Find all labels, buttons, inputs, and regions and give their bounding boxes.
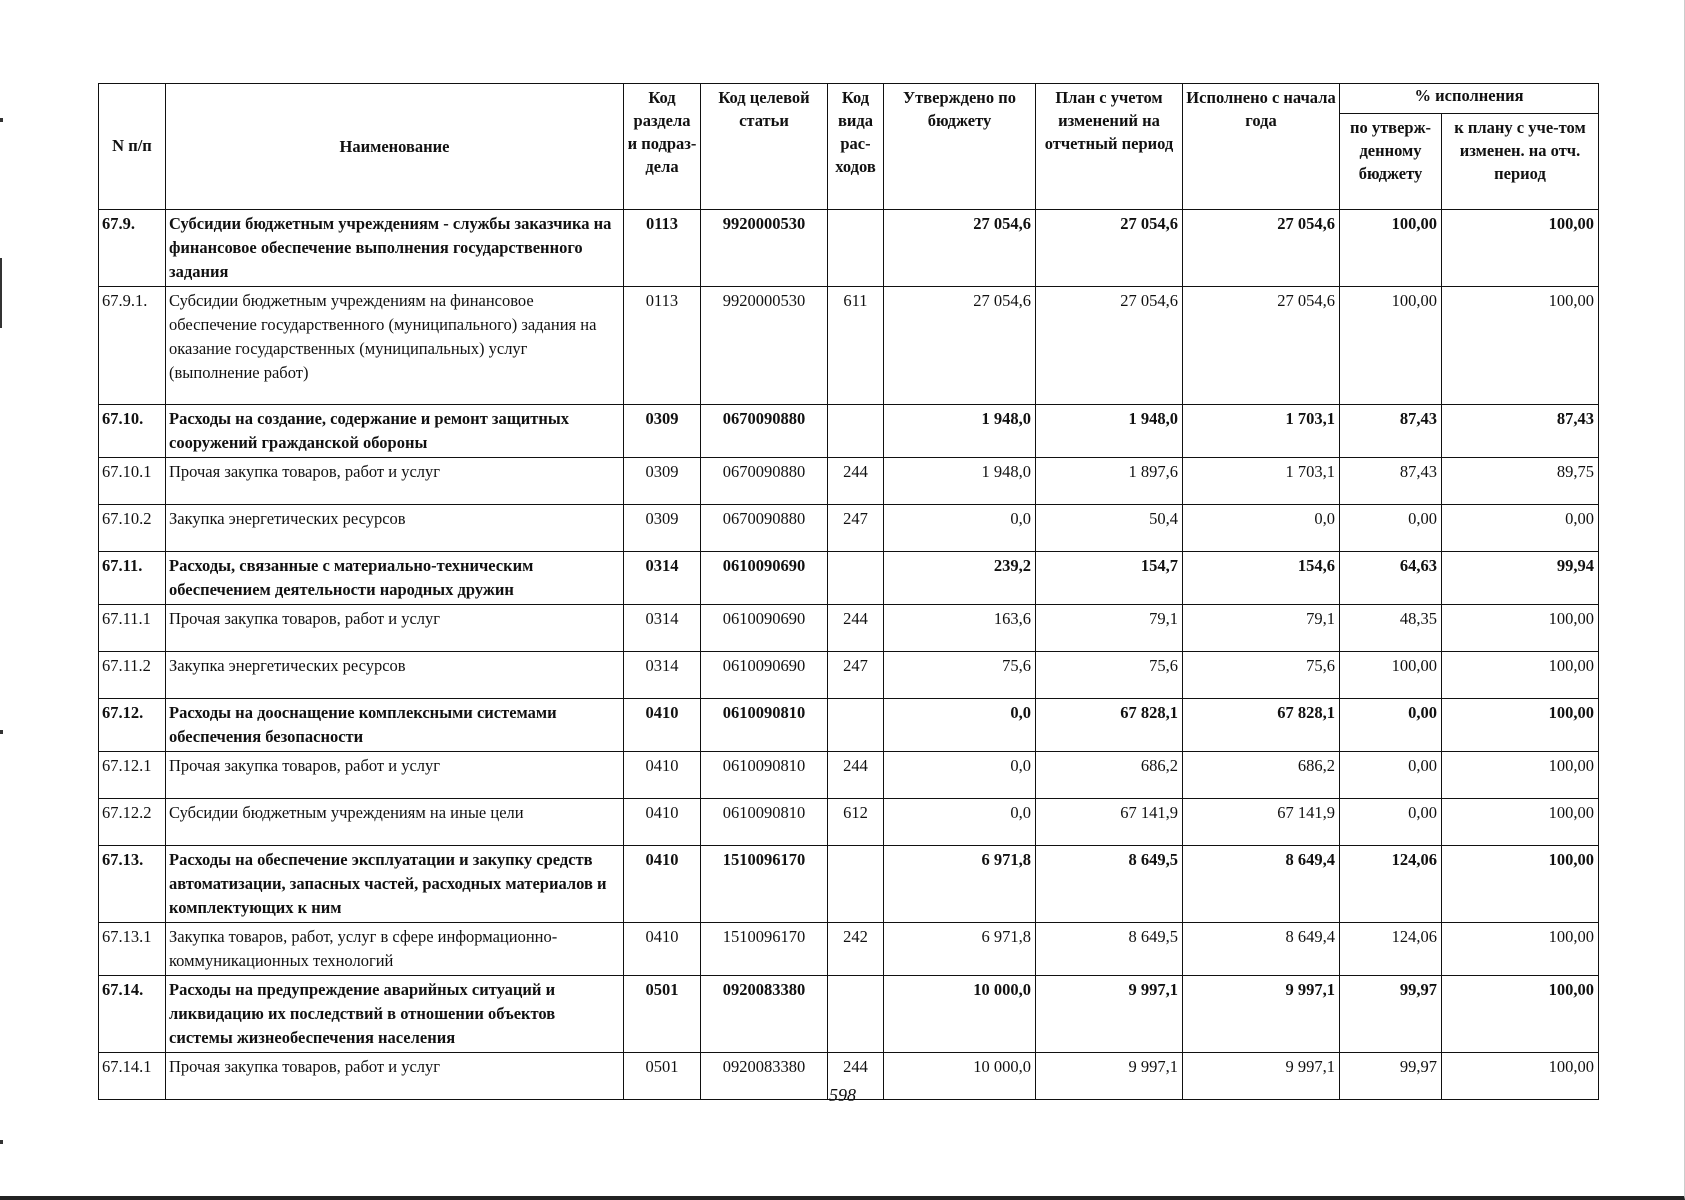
plan-amount-cell: 27 054,6 — [1036, 210, 1183, 287]
header-name: Наименование — [166, 84, 624, 210]
table-body — [99, 210, 1599, 1100]
percent-plan-cell: 100,00 — [1442, 799, 1599, 846]
approved-amount-cell: 0,0 — [884, 505, 1036, 552]
name-cell: Прочая закупка товаров, работ и услуг — [166, 458, 624, 505]
percent-plan-cell: 99,94 — [1442, 552, 1599, 605]
percent-plan-cell: 100,00 — [1442, 976, 1599, 1053]
expense-type-cell: 247 — [828, 652, 884, 699]
table-row — [99, 846, 1599, 923]
target-code-cell: 0610090690 — [701, 605, 828, 652]
scan-edge-mark — [0, 258, 2, 328]
target-code-cell: 9920000530 — [701, 210, 828, 287]
section-code-cell: 0309 — [624, 458, 701, 505]
percent-plan-cell: 0,00 — [1442, 505, 1599, 552]
target-code-cell: 0610090690 — [701, 552, 828, 605]
header-percent-budget: по утверж-денному бюджету — [1340, 114, 1442, 210]
row-number-cell: 67.11. — [99, 552, 166, 605]
header-row-number: N п/п — [99, 84, 166, 210]
expense-type-cell: 611 — [828, 287, 884, 405]
approved-amount-cell: 6 971,8 — [884, 846, 1036, 923]
row-number-cell: 67.12. — [99, 699, 166, 752]
approved-amount-cell: 6 971,8 — [884, 923, 1036, 976]
approved-amount-cell: 10 000,0 — [884, 976, 1036, 1053]
percent-plan-cell: 100,00 — [1442, 923, 1599, 976]
name-cell: Расходы на дооснащение комплексными системами обеспечения безопасности — [166, 699, 624, 752]
executed-amount-cell: 154,6 — [1183, 552, 1340, 605]
expense-type-cell: 244 — [828, 1053, 884, 1100]
target-code-cell: 9920000530 — [701, 287, 828, 405]
approved-amount-cell: 27 054,6 — [884, 287, 1036, 405]
approved-amount-cell: 10 000,0 — [884, 1053, 1036, 1100]
table-row — [99, 210, 1599, 287]
row-number-cell: 67.9. — [99, 210, 166, 287]
percent-budget-cell: 0,00 — [1340, 505, 1442, 552]
table-row — [99, 552, 1599, 605]
executed-amount-cell: 9 997,1 — [1183, 1053, 1340, 1100]
table-row — [99, 405, 1599, 458]
name-cell: Расходы на создание, содержание и ремонт защитных сооружений гражданской обороны — [166, 405, 624, 458]
section-code-cell: 0113 — [624, 287, 701, 405]
expense-type-cell: 247 — [828, 505, 884, 552]
percent-plan-cell: 100,00 — [1442, 699, 1599, 752]
executed-amount-cell: 1 703,1 — [1183, 405, 1340, 458]
target-code-cell: 0920083380 — [701, 1053, 828, 1100]
percent-plan-cell: 100,00 — [1442, 652, 1599, 699]
header-target-code: Код целевой статьи — [701, 84, 828, 210]
target-code-cell: 0670090880 — [701, 505, 828, 552]
header-plan: План с учетом изменений на отчетный период — [1036, 84, 1183, 210]
section-code-cell: 0501 — [624, 976, 701, 1053]
percent-budget-cell: 0,00 — [1340, 752, 1442, 799]
plan-amount-cell: 8 649,5 — [1036, 846, 1183, 923]
percent-budget-cell: 87,43 — [1340, 405, 1442, 458]
name-cell: Расходы на обеспечение эксплуатации и закупку средств автоматизации, запасных частей, расходных материалов и комплектующих к ним — [166, 846, 624, 923]
percent-plan-cell: 100,00 — [1442, 605, 1599, 652]
table-row — [99, 752, 1599, 799]
approved-amount-cell: 1 948,0 — [884, 405, 1036, 458]
plan-amount-cell: 79,1 — [1036, 605, 1183, 652]
executed-amount-cell: 67 141,9 — [1183, 799, 1340, 846]
percent-plan-cell: 100,00 — [1442, 846, 1599, 923]
section-code-cell: 0309 — [624, 405, 701, 458]
page-number: 598 — [829, 1085, 856, 1105]
percent-budget-cell: 100,00 — [1340, 210, 1442, 287]
scan-edge-mark — [0, 1140, 3, 1144]
approved-amount-cell: 0,0 — [884, 699, 1036, 752]
target-code-cell: 0610090810 — [701, 752, 828, 799]
plan-amount-cell: 67 828,1 — [1036, 699, 1183, 752]
budget-execution-table — [98, 83, 1599, 1100]
header-section-code: Код раздела и подраз-дела — [624, 84, 701, 210]
section-code-cell: 0410 — [624, 846, 701, 923]
target-code-cell: 0670090880 — [701, 458, 828, 505]
percent-budget-cell: 99,97 — [1340, 1053, 1442, 1100]
executed-amount-cell: 0,0 — [1183, 505, 1340, 552]
percent-budget-cell: 0,00 — [1340, 699, 1442, 752]
row-number-cell: 67.10. — [99, 405, 166, 458]
executed-amount-cell: 67 828,1 — [1183, 699, 1340, 752]
section-code-cell: 0314 — [624, 652, 701, 699]
expense-type-cell — [828, 846, 884, 923]
section-code-cell: 0410 — [624, 799, 701, 846]
percent-budget-cell: 124,06 — [1340, 846, 1442, 923]
name-cell: Прочая закупка товаров, работ и услуг — [166, 1053, 624, 1100]
table-row — [99, 799, 1599, 846]
executed-amount-cell: 1 703,1 — [1183, 458, 1340, 505]
plan-amount-cell: 50,4 — [1036, 505, 1183, 552]
percent-budget-cell: 124,06 — [1340, 923, 1442, 976]
section-code-cell: 0410 — [624, 699, 701, 752]
name-cell: Прочая закупка товаров, работ и услуг — [166, 605, 624, 652]
row-number-cell: 67.12.1 — [99, 752, 166, 799]
row-number-cell: 67.14.1 — [99, 1053, 166, 1100]
plan-amount-cell: 1 948,0 — [1036, 405, 1183, 458]
expense-type-cell — [828, 210, 884, 287]
percent-plan-cell: 100,00 — [1442, 210, 1599, 287]
name-cell: Закупка энергетических ресурсов — [166, 505, 624, 552]
section-code-cell: 0410 — [624, 752, 701, 799]
row-number-cell: 67.10.1 — [99, 458, 166, 505]
approved-amount-cell: 239,2 — [884, 552, 1036, 605]
approved-amount-cell: 75,6 — [884, 652, 1036, 699]
table-row — [99, 652, 1599, 699]
percent-plan-cell: 89,75 — [1442, 458, 1599, 505]
executed-amount-cell: 27 054,6 — [1183, 210, 1340, 287]
header-executed: Исполнено с начала года — [1183, 84, 1340, 210]
target-code-cell: 0610090690 — [701, 652, 828, 699]
target-code-cell: 0920083380 — [701, 976, 828, 1053]
table-row — [99, 287, 1599, 405]
executed-amount-cell: 9 997,1 — [1183, 976, 1340, 1053]
expense-type-cell: 242 — [828, 923, 884, 976]
plan-amount-cell: 67 141,9 — [1036, 799, 1183, 846]
budget-table-container — [98, 83, 1598, 1100]
row-number-cell: 67.10.2 — [99, 505, 166, 552]
target-code-cell: 1510096170 — [701, 846, 828, 923]
executed-amount-cell: 79,1 — [1183, 605, 1340, 652]
expense-type-cell — [828, 405, 884, 458]
header-expense-type-code: Код вида рас-ходов — [828, 84, 884, 210]
scan-edge-mark — [0, 730, 3, 734]
plan-amount-cell: 154,7 — [1036, 552, 1183, 605]
plan-amount-cell: 9 997,1 — [1036, 976, 1183, 1053]
approved-amount-cell: 27 054,6 — [884, 210, 1036, 287]
name-cell: Расходы на предупреждение аварийных ситуаций и ликвидацию их последствий в отношении объектов системы жизнеобеспечения населения — [166, 976, 624, 1053]
name-cell: Закупка товаров, работ, услуг в сфере информационно-коммуникационных технологий — [166, 923, 624, 976]
plan-amount-cell: 27 054,6 — [1036, 287, 1183, 405]
executed-amount-cell: 686,2 — [1183, 752, 1340, 799]
percent-budget-cell: 48,35 — [1340, 605, 1442, 652]
section-code-cell: 0410 — [624, 923, 701, 976]
target-code-cell: 0610090810 — [701, 799, 828, 846]
expense-type-cell: 244 — [828, 458, 884, 505]
table-row — [99, 458, 1599, 505]
target-code-cell: 0670090880 — [701, 405, 828, 458]
expense-type-cell — [828, 699, 884, 752]
percent-plan-cell: 100,00 — [1442, 1053, 1599, 1100]
percent-budget-cell: 99,97 — [1340, 976, 1442, 1053]
percent-budget-cell: 64,63 — [1340, 552, 1442, 605]
expense-type-cell — [828, 976, 884, 1053]
table-row — [99, 605, 1599, 652]
section-code-cell: 0309 — [624, 505, 701, 552]
row-number-cell: 67.13.1 — [99, 923, 166, 976]
table-row — [99, 976, 1599, 1053]
row-number-cell: 67.9.1. — [99, 287, 166, 405]
table-row — [99, 699, 1599, 752]
scan-edge-mark — [0, 118, 3, 122]
header-approved: Утверждено по бюджету — [884, 84, 1036, 210]
name-cell: Субсидии бюджетным учреждениям на иные цели — [166, 799, 624, 846]
plan-amount-cell: 1 897,6 — [1036, 458, 1183, 505]
expense-type-cell: 612 — [828, 799, 884, 846]
percent-plan-cell: 100,00 — [1442, 287, 1599, 405]
header-percent-group: % исполнения — [1340, 84, 1599, 114]
name-cell: Субсидии бюджетным учреждениям на финансовое обеспечение государственного (муниципального) задания на оказание государственных (муниципальных) услуг (выполнение работ) — [166, 287, 624, 405]
table-row — [99, 505, 1599, 552]
percent-plan-cell: 87,43 — [1442, 405, 1599, 458]
executed-amount-cell: 27 054,6 — [1183, 287, 1340, 405]
expense-type-cell: 244 — [828, 605, 884, 652]
plan-amount-cell: 9 997,1 — [1036, 1053, 1183, 1100]
percent-plan-cell: 100,00 — [1442, 752, 1599, 799]
plan-amount-cell: 686,2 — [1036, 752, 1183, 799]
expense-type-cell: 244 — [828, 752, 884, 799]
name-cell: Расходы, связанные с материально-техническим обеспечением деятельности народных дружин — [166, 552, 624, 605]
header-percent-plan: к плану с уче-том изменен. на отч. период — [1442, 114, 1599, 210]
executed-amount-cell: 75,6 — [1183, 652, 1340, 699]
row-number-cell: 67.13. — [99, 846, 166, 923]
target-code-cell: 1510096170 — [701, 923, 828, 976]
approved-amount-cell: 1 948,0 — [884, 458, 1036, 505]
percent-budget-cell: 100,00 — [1340, 652, 1442, 699]
section-code-cell: 0113 — [624, 210, 701, 287]
percent-budget-cell: 87,43 — [1340, 458, 1442, 505]
approved-amount-cell: 0,0 — [884, 799, 1036, 846]
section-code-cell: 0501 — [624, 1053, 701, 1100]
approved-amount-cell: 0,0 — [884, 752, 1036, 799]
name-cell: Субсидии бюджетным учреждениям - службы заказчика на финансовое обеспечение выполнения государственного задания — [166, 210, 624, 287]
plan-amount-cell: 75,6 — [1036, 652, 1183, 699]
executed-amount-cell: 8 649,4 — [1183, 846, 1340, 923]
percent-budget-cell: 100,00 — [1340, 287, 1442, 405]
name-cell: Закупка энергетических ресурсов — [166, 652, 624, 699]
name-cell: Прочая закупка товаров, работ и услуг — [166, 752, 624, 799]
approved-amount-cell: 163,6 — [884, 605, 1036, 652]
row-number-cell: 67.12.2 — [99, 799, 166, 846]
row-number-cell: 67.11.2 — [99, 652, 166, 699]
target-code-cell: 0610090810 — [701, 699, 828, 752]
section-code-cell: 0314 — [624, 552, 701, 605]
row-number-cell: 67.14. — [99, 976, 166, 1053]
percent-budget-cell: 0,00 — [1340, 799, 1442, 846]
plan-amount-cell: 8 649,5 — [1036, 923, 1183, 976]
table-row — [99, 923, 1599, 976]
executed-amount-cell: 8 649,4 — [1183, 923, 1340, 976]
expense-type-cell — [828, 552, 884, 605]
section-code-cell: 0314 — [624, 605, 701, 652]
row-number-cell: 67.11.1 — [99, 605, 166, 652]
